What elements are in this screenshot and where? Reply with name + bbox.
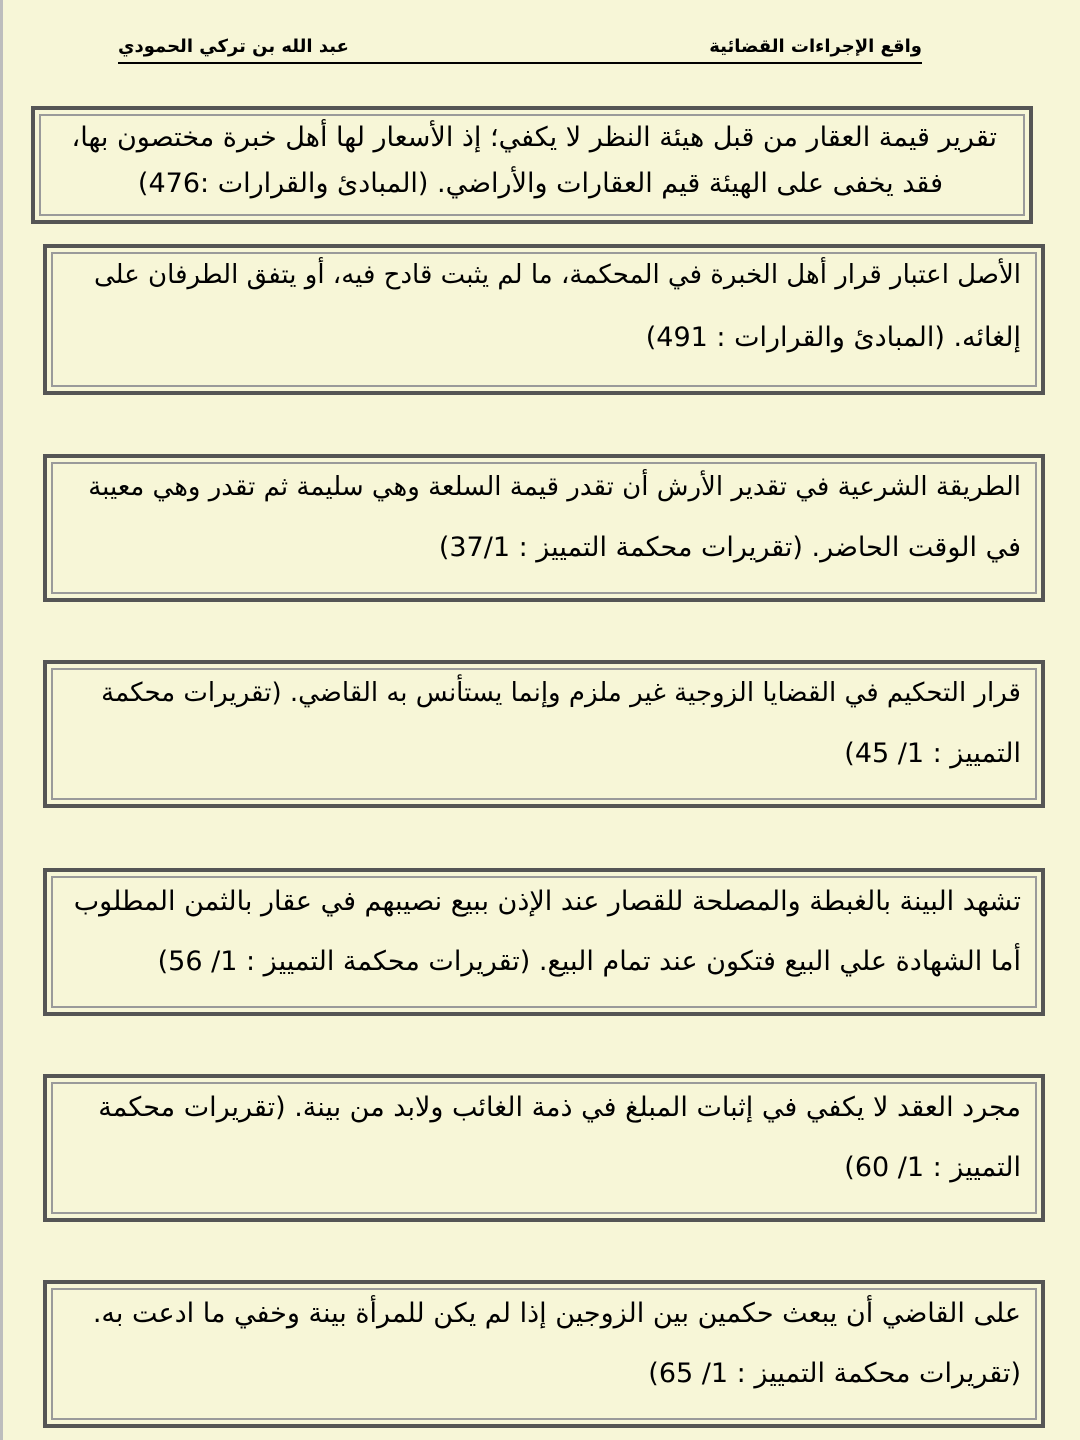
ruling-line-1: تقرير قيمة العقار من قبل هيئة النظر لا يكفي؛ إذ الأسعار لها أهل خبرة مختصون بها، [71, 122, 997, 153]
ruling-box [31, 106, 1033, 224]
ruling-box [43, 1280, 1045, 1428]
ruling-line-2: (تقريرات محكمة التمييز : 1/ 65) [648, 1358, 1021, 1389]
ruling-box [43, 1074, 1045, 1222]
ruling-line-1: الطريقة الشرعية في تقدير الأرش أن تقدر قيمة السلعة وهي سليمة ثم تقدر وهي معيبة [88, 472, 1021, 502]
author-name: عبد الله بن تركي الحمودي [118, 36, 349, 57]
ruling-line-1: مجرد العقد لا يكفي في إثبات المبلغ في ذمة الغائب ولابد من بينة. (تقريرات محكمة [98, 1092, 1021, 1123]
ruling-line-1: الأصل اعتبار قرار أهل الخبرة في المحكمة، ما لم يثبت قادح فيه، أو يتفق الطرفان على [94, 260, 1021, 290]
ruling-line-1: على القاضي أن يبعث حكمين بين الزوجين إذا لم يكن للمرأة بينة وخفي ما ادعت به. [92, 1298, 1021, 1329]
ruling-line-1: تشهد البينة بالغبطة والمصلحة للقصار عند الإذن ببيع نصيبهم في عقار بالثمن المطلوب [73, 886, 1021, 917]
ruling-line-2: فقد يخفى على الهيئة قيم العقارات والأراضي. (المبادئ والقرارات :476) [137, 168, 943, 199]
ruling-line-1: قرار التحكيم في القضايا الزوجية غير ملزم وإنما يستأنس به القاضي. (تقريرات محكمة [101, 678, 1021, 708]
page-edge [0, 0, 3, 1440]
ruling-line-2: في الوقت الحاضر. (تقريرات محكمة التمييز : 37/1) [438, 532, 1021, 563]
page-header [118, 36, 922, 64]
ruling-line-2: إلغائه. (المبادئ والقرارات : 491) [645, 322, 1021, 353]
ruling-line-2: أما الشهادة علي البيع فتكون عند تمام البيع. (تقريرات محكمة التمييز : 1/ 56) [157, 946, 1021, 977]
ruling-line-2: التمييز : 1/ 45) [844, 738, 1021, 769]
document-title: واقع الإجراءات القضائية [709, 36, 922, 57]
ruling-line-2: التمييز : 1/ 60) [844, 1152, 1021, 1183]
ruling-box [43, 454, 1045, 602]
ruling-box [43, 660, 1045, 808]
ruling-box [43, 244, 1045, 395]
ruling-box [43, 868, 1045, 1016]
